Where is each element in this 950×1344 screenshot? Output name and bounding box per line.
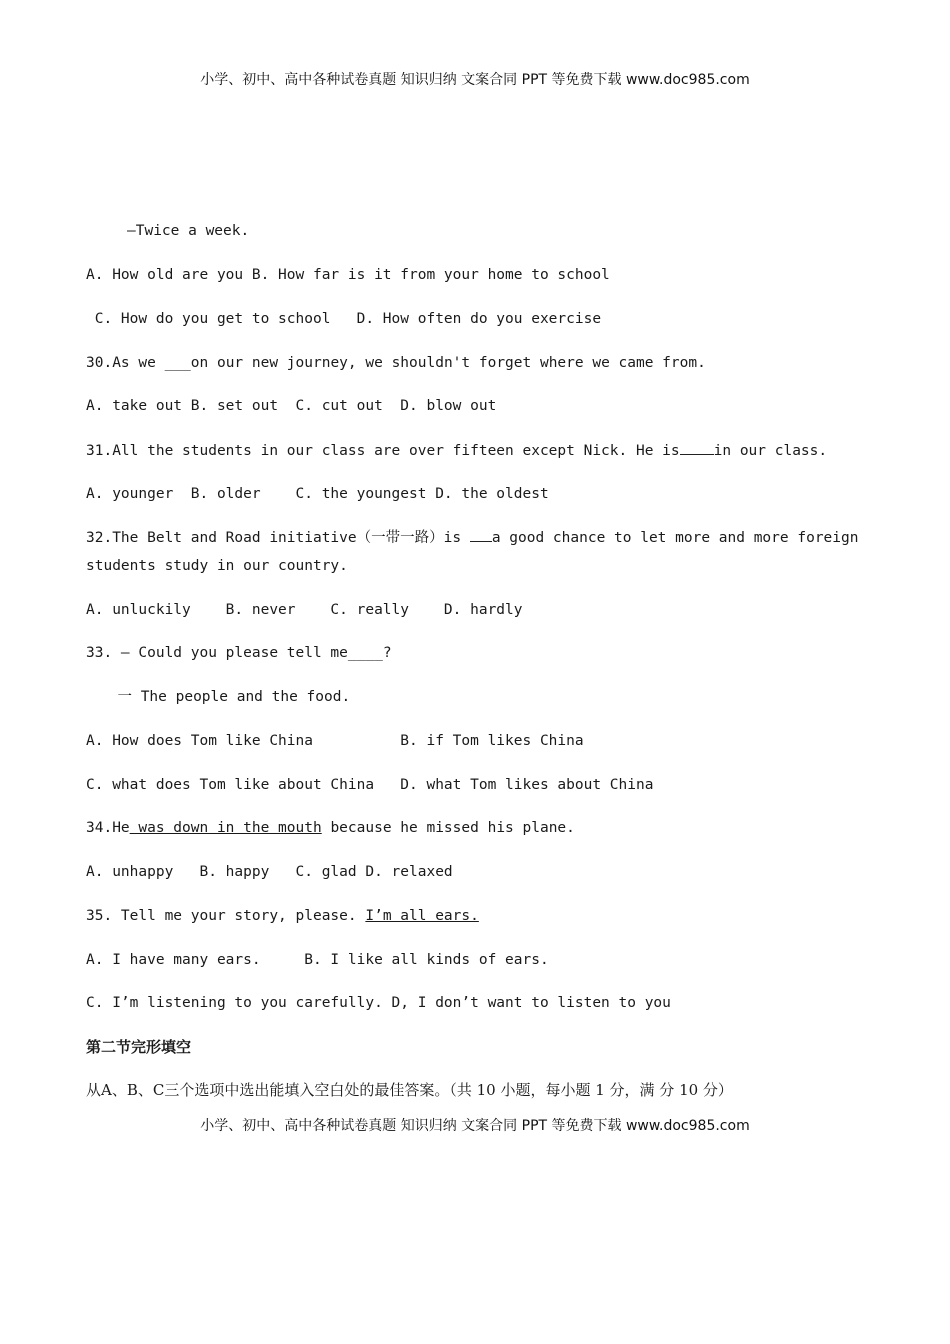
q31-stem <box>86 440 827 461</box>
q33-blank: ____ <box>347 645 383 661</box>
page-header: 小学、初中、高中各种试卷真题 知识归纳 文案合同 PPT 等免费下载 www.doc985.com <box>200 72 750 88</box>
q35-underlined-phrase: I’m all ears. <box>365 908 479 924</box>
q34-stem-before: 34.He <box>86 820 130 836</box>
q30-stem-after: on our new journey, we shouldn't forget where we came from. <box>190 355 706 371</box>
q32-options: A. unluckily B. never C. really D. hardly <box>86 602 523 618</box>
q34-stem <box>86 818 575 838</box>
q33-options-ab: A. How does Tom like China B. if Tom likes China <box>86 733 584 749</box>
q31-blank <box>680 440 714 455</box>
section-title: 第二节完形填空 <box>86 1038 192 1056</box>
q30-blank: ___ <box>164 355 191 371</box>
q31-options: A. younger B. older C. the youngest D. the oldest <box>86 486 549 502</box>
q29-options-ab: A. How old are you B. How far is it from your home to school <box>86 267 610 283</box>
q33-stem-before: 33. — Could you please tell me <box>86 645 348 661</box>
q32-stem-before: 32.The Belt and Road initiative（一带一路）is <box>86 530 470 546</box>
q33-stem <box>86 643 392 663</box>
q31-stem-before: 31.All the students in our class are over fifteen except Nick. He is <box>86 443 680 459</box>
q32-blank <box>470 527 492 542</box>
q30-stem <box>86 353 706 373</box>
q32-stem <box>86 527 858 548</box>
q29-options-cd: C. How do you get to school D. How often do you exercise <box>86 311 602 327</box>
q31-stem-after: in our class. <box>713 443 828 459</box>
q29-answer-line: —Twice a week. <box>127 223 250 239</box>
section-instruction: 从A、B、C三个选项中选出能填入空白处的最佳答案。（共 10 小题，每小题 1 分，满 分 10 分） <box>86 1081 733 1099</box>
q33-options-cd: C. what does Tom like about China D. what Tom likes about China <box>86 777 654 793</box>
q34-stem-after: because he missed his plane. <box>321 820 575 836</box>
q32-stem-after: a good chance to let more and more foreign <box>491 530 859 546</box>
q35-stem-before: 35. Tell me your story, please. <box>86 908 366 924</box>
q35-stem <box>86 906 479 926</box>
q32-stem-line2: students study in our country. <box>86 558 348 574</box>
page-footer: 小学、初中、高中各种试卷真题 知识归纳 文案合同 PPT 等免费下载 www.doc985.com <box>200 1118 750 1134</box>
q35-options-ab: A. I have many ears. B. I like all kinds of ears. <box>86 952 549 968</box>
q34-underlined-phrase: was down in the mouth <box>129 820 322 836</box>
q30-stem-before: 30.As we <box>86 355 165 371</box>
q30-options: A. take out B. set out C. cut out D. blow out <box>86 398 497 414</box>
q33-answer-line: 一 The people and the food. <box>100 689 351 705</box>
q34-options: A. unhappy B. happy C. glad D. relaxed <box>86 864 453 880</box>
q35-options-cd: C. I’m listening to you carefully. D, I don’t want to listen to you <box>86 995 671 1011</box>
q33-stem-after: ? <box>382 645 392 661</box>
